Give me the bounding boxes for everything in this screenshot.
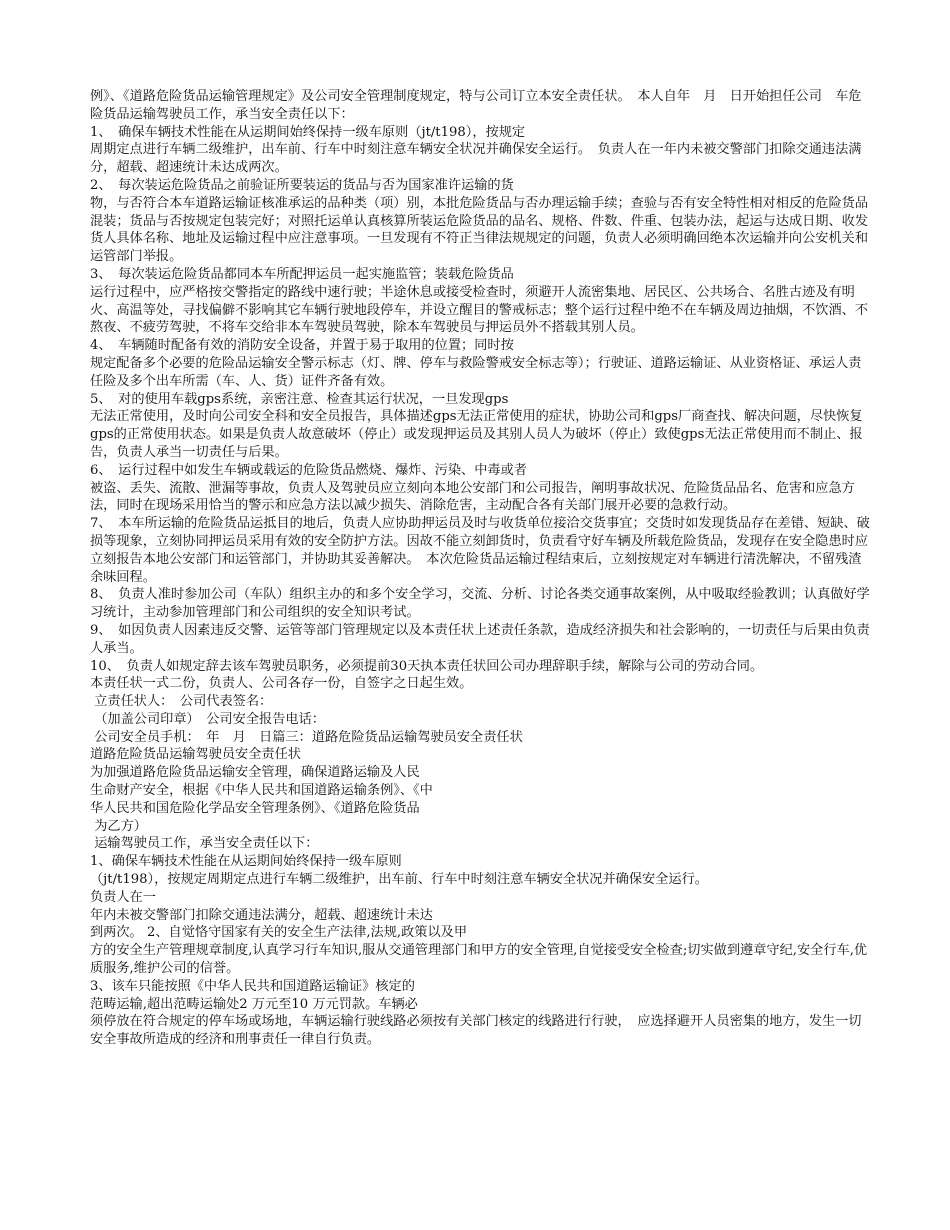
paragraph: 物，与否符合本车道路运输证核准承运的品种类（项）别，本批危险货品与否办理运输手续；查验与否有安全特性相对相反的危险货品混装；货品与否按规定包装完好；对照托运单认真核算所装运危险货品的品名、规格、件数、件重、包装办法，起运与达成日期、收发货人具体名称、地址及运输过程中应注意事项。一旦发现有不符正当律法规规定的问题，负责人必须明确回绝本次运输并向公安机关和运管部门举报。	[90, 195, 869, 265]
paragraph: 公司安全员手机： 年 月 日篇三：道路危险货品运输驾驶员安全责任状	[90, 729, 523, 745]
paragraph: 无法正常使用，及时向公司安全科和安全员报告，具体描述gps无法正常使用的症状，协助公司和gps厂商查找、解决问题，尽快恢复gps的正常使用状态。如果是负责人故意破坏（停止）或发现押运员及其别人员人为破坏（停止）致使gps无法正常使用而不制止、报告，负责人承当一切责任与后果。	[90, 409, 863, 460]
paragraph: 周期定点进行车辆二级维护，出车前、行车中时刻注意车辆安全状况并确保安全运行。 负责人在一年内未被交警部门扣除交通违法满分，超载、超速统计未达成两次。	[90, 142, 862, 176]
paragraph: 华人民共和国危险化学品安全管理条例》、《道路危险货品	[90, 800, 420, 816]
paragraph: 1、 确保车辆技术性能在从运期间始终保持一级车原则（jt/t198），按规定	[90, 124, 526, 140]
paragraph: 规定配备多个必要的危险品运输安全警示标志（灯、牌、停车与救险警戒安全标志等）；行驶证、道路运输证、从业资格证、承运人责任险及多个出车所需（车、人、货）证件齐备有效。	[90, 355, 862, 389]
paragraph: 3、 每次装运危险货品都同本车所配押运员一起实施监管；装载危险货品	[90, 266, 514, 282]
paragraph: 8、 负责人准时参加公司（车队）组织主办的和多个安全学习，交流、分析、讨论各类交通事故案例，从中吸取经验教训；认真做好学习统计，主动参加管理部门和公司组织的安全知识考试。	[90, 587, 870, 621]
paragraph: 1、确保车辆技术性能在从运期间始终保持一级车原则	[90, 854, 402, 870]
paragraph: 运行过程中，应严格按交警指定的路线中速行驶；半途休息或接受检查时，须避开人流密集地、居民区、公共场合、名胜古迹及有明火、高温等处，寻找偏僻不影响其它车辆行驶地段停车，并设立醒目的警戒标志；整个运行过程中绝不在车辆及周边抽烟，不饮酒、不熬夜、不疲劳驾驶，不将车交给非本车驾驶员驾驶，除本车驾驶员与押运员外不搭载其别人员。	[90, 284, 869, 336]
paragraph: 为加强道路危险货品运输安全管理，确保道路运输及人民	[90, 765, 420, 781]
paragraph: 4、 车辆随时配备有效的消防安全设备，并置于易于取用的位置；同时按	[90, 338, 514, 354]
paragraph: 年内未被交警部门扣除交通违法满分，超载、超速统计未达	[90, 907, 433, 923]
paragraph: 6、 运行过程中如发生车辆或载运的危险货品燃烧、爆炸、污染、中毒或者	[90, 462, 527, 478]
paragraph: 到两次。 2、自觉恪守国家有关的安全生产法律,法规,政策以及甲	[90, 925, 468, 941]
paragraph: 7、 本车所运输的危险货品运抵目的地后，负责人应协助押运员及时与收货单位接洽交货事宜；交货时如发现货品存在差错、短缺、破损等现象，立刻协同押运员采用有效的安全防护方法。因故不能立刻卸货时，负责看守好车辆及所载危险货品，发现存在安全隐患时应立刻报告本地公安部门和运管部门，并协助其妥善解决。 本次危险货品运输过程结束后，立刻按规定对车辆进行清洗解决，不留残渣余味回程。	[90, 516, 870, 585]
paragraph: 3、该车只能按照《中华人民共和国道路运输证》核定的	[90, 978, 415, 994]
paragraph: 为乙方）	[90, 818, 147, 834]
paragraph: 2、 每次装运危险货品之前验证所要装运的货品与否为国家准许运输的货	[90, 177, 514, 193]
paragraph: 5、 对的使用车载gps系统，亲密注意、检查其运行状况，一旦发现gps	[90, 391, 509, 407]
paragraph: 须停放在符合规定的停车场或场地，车辆运输行驶线路必须按有关部门核定的线路进行行驶， 应选择避开人员密集的地方，发生一切安全事故所造成的经济和刑事责任一律自行负责。	[90, 1014, 862, 1048]
document-body	[90, 88, 870, 1049]
paragraph: （加盖公司印章） 公司安全报告电话：	[90, 711, 325, 727]
paragraph: 例》、《道路危险货品运输管理规定》及公司安全管理制度规定，特与公司订立本安全责任状。 本人自年 月 日开始担任公司 车危险货品运输驾驶员工作，承当安全责任以下：	[90, 89, 862, 122]
paragraph: 道路危险货品运输驾驶员安全责任状	[90, 747, 301, 763]
paragraph: 被盗、丢失、流散、泄漏等事故，负责人及驾驶员应立刻向本地公安部门和公司报告，阐明事故状况、危险货品品名、危害和应急方法，同时在现场采用恰当的警示和应急方法以减少损失、消除危害，主动配合各有关部门展开必要的急救行动。	[90, 480, 855, 514]
paragraph: 方的安全生产管理规章制度,认真学习行车知识,服从交通管理部门和甲方的安全管理,自觉接受安全检查;切实做到遵章守纪,安全行车,优质服务,维护公司的信誉。	[90, 943, 868, 977]
paragraph: （jt/t198），按规定周期定点进行车辆二级维护，出车前、行车中时刻注意车辆安全状况并确保安全运行。	[90, 872, 708, 888]
paragraph: 本责任状一式二份，负责人、公司各存一份，自签字之日起生效。	[90, 676, 473, 692]
paragraph: 10、 负责人如规定辞去该车驾驶员职务，必须提前30天执本责任状回公司办理辞职手续，解除与公司的劳动合同。	[90, 658, 764, 674]
paragraph: 范畴运输,超出范畴运输处2 万元至10 万元罚款。车辆必	[90, 996, 418, 1012]
paragraph: 运输驾驶员工作，承当安全责任以下：	[90, 836, 319, 852]
paragraph: 负责人在一	[90, 889, 156, 905]
paragraph: 生命财产安全，根据《中华人民共和国道路运输条例》、《中	[90, 783, 433, 799]
paragraph: 立责任状人： 公司代表签名：	[90, 694, 273, 710]
paragraph: 9、 如因负责人因素违反交警、运管等部门管理规定以及本责任状上述责任条款，造成经济损失和社会影响的，一切责任与后果由负责人承当。	[90, 622, 870, 656]
